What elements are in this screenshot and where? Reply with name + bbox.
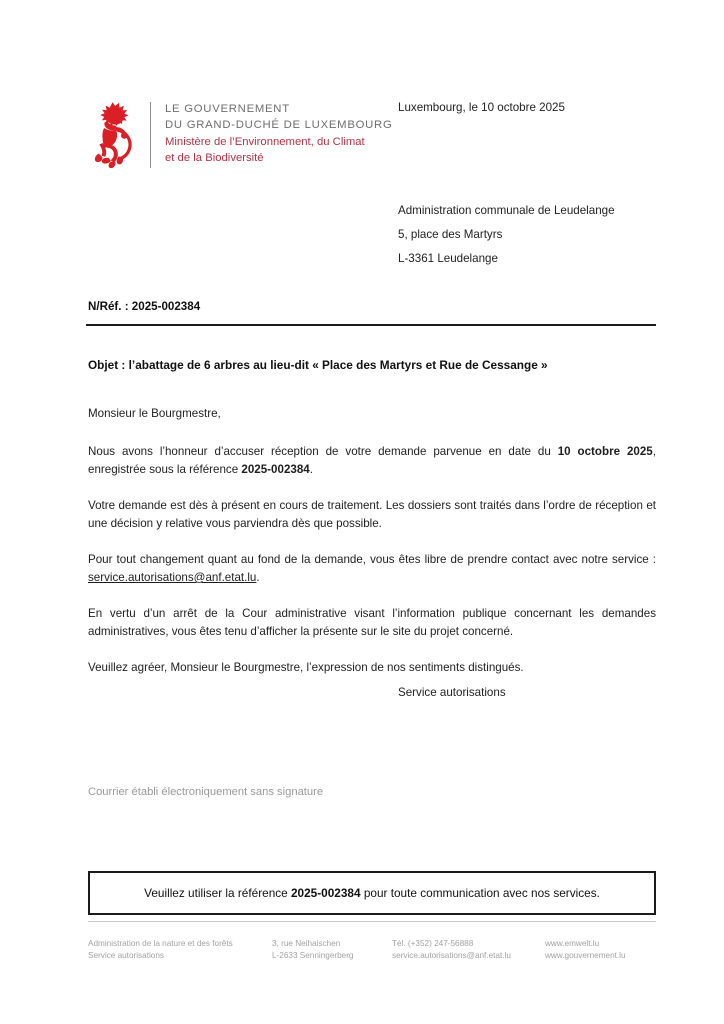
body-paragraph-1 <box>88 443 656 480</box>
footer-address-line-1: 3, rue Neihaischen <box>272 939 341 948</box>
subject-line: Objet : l’abattage de 6 arbres au lieu-dit « Place des Martyrs et Rue de Cessange » <box>88 358 548 372</box>
paragraph-1-date: 10 octobre 2025 <box>557 444 653 458</box>
letter-date: Luxembourg, le 10 octobre 2025 <box>398 101 565 114</box>
recipient-address <box>398 199 615 271</box>
paragraph-3-part-1: Pour tout changement quant au fond de la demande, vous êtes libre de prendre contact avec notre service : <box>88 552 656 566</box>
service-email-link[interactable]: service.autorisations@anf.etat.lu <box>88 571 257 584</box>
header-rule <box>86 324 656 326</box>
page-footer <box>88 938 668 962</box>
government-line-1: LE GOUVERNEMENT <box>165 103 290 115</box>
footer-column-address <box>272 938 392 962</box>
salutation: Monsieur le Bourgmestre, <box>88 407 221 420</box>
paragraph-3-part-2: . <box>256 571 260 584</box>
paragraph-1-reference: 2025-002384 <box>241 463 310 476</box>
footer-phone: Tél. (+352) 247-56888 <box>392 939 474 948</box>
footer-rule <box>88 921 656 922</box>
letter-body <box>88 405 656 677</box>
paragraph-1-part-3: . <box>309 463 313 476</box>
body-paragraph-5: Veuillez agréer, Monsieur le Bourgmestre, l’expression de nos sentiments distingués. <box>88 660 524 674</box>
reference-notice-part-1: Veuillez utiliser la référence <box>144 886 291 900</box>
recipient-line-3: L-3361 Leudelange <box>398 252 498 265</box>
footer-department-line-2: Service autorisations <box>88 951 164 960</box>
footer-address-line-2: L-2633 Senningerberg <box>272 951 354 960</box>
paragraph-1-part-2: , enregistrée sous la référence <box>88 444 656 476</box>
body-paragraph-3 <box>88 551 656 588</box>
body-paragraph-4: En vertu d’un arrêt de la Cour administrative visant l’information publique concernant les demandes administratives, vous êtes tenu d’afficher la présente sur le site du projet concerné. <box>88 606 656 638</box>
government-line-2: DU GRAND-DUCHÉ DE LUXEMBOURG <box>165 118 393 131</box>
body-paragraph-2: Votre demande est dès à présent en cours de traitement. Les dossiers sont traités dans l’ordre de réception et une décision y relative vous parviendra dès que possible. <box>88 498 656 530</box>
letterhead-divider <box>150 102 151 168</box>
footer-website-gouvernement[interactable]: www.gouvernement.lu <box>545 951 626 960</box>
electronic-signature-notice: Courrier établi électroniquement sans signature <box>88 786 324 798</box>
paragraph-1-part-1: Nous avons l’honneur d’accuser réception de votre demande parvenue en date du <box>88 444 558 458</box>
recipient-line-1: Administration communale de Leudelange <box>398 204 615 217</box>
ministry-line-1: Ministère de l’Environnement, du Climat <box>165 136 365 148</box>
recipient-line-2: 5, place des Martyrs <box>398 228 503 241</box>
reference-notice-text <box>144 886 600 900</box>
footer-column-websites <box>545 938 665 962</box>
letterhead <box>88 100 393 170</box>
footer-column-department <box>88 938 272 962</box>
footer-column-contact <box>392 938 545 962</box>
reference-notice-part-2: pour toute communication avec nos services. <box>360 886 600 900</box>
footer-email[interactable]: service.autorisations@anf.etat.lu <box>392 951 511 960</box>
reference-line: N/Réf. : 2025-002384 <box>88 300 201 313</box>
reference-notice-box <box>88 871 656 915</box>
luxembourg-lion-crest-icon <box>88 100 140 170</box>
government-lockup <box>165 100 393 166</box>
ministry-line-2: et de la Biodiversité <box>165 151 264 164</box>
footer-department-line-1: Administration de la nature et des forêts <box>88 939 233 948</box>
reference-notice-value: 2025-002384 <box>291 886 361 900</box>
signature-block: Service autorisations <box>398 686 506 699</box>
footer-website-emwelt[interactable]: www.emwelt.lu <box>545 939 600 948</box>
